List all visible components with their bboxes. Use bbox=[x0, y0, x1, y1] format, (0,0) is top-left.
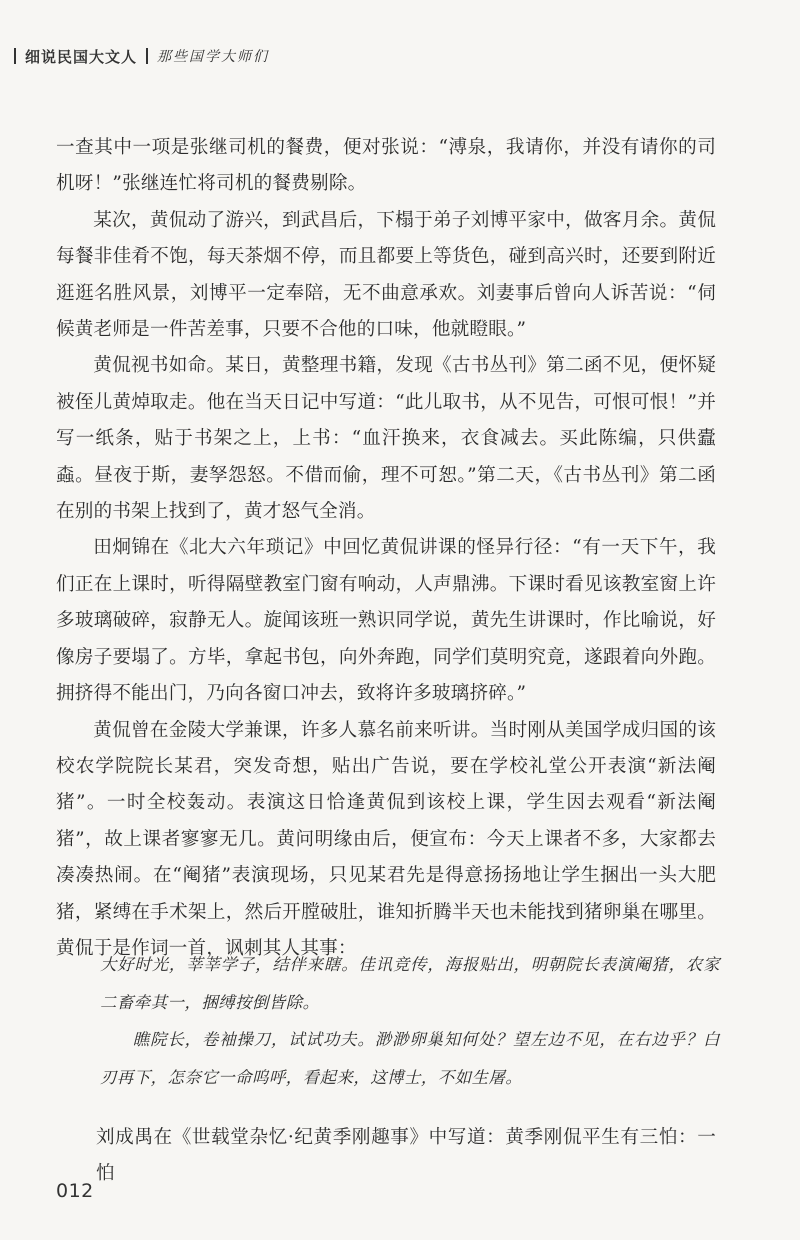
page-number: 012 bbox=[56, 1180, 94, 1202]
poem-block bbox=[100, 946, 720, 1096]
body-text bbox=[56, 130, 716, 967]
header-divider bbox=[146, 48, 148, 64]
header-divider bbox=[14, 48, 16, 64]
running-header bbox=[14, 44, 269, 68]
paragraph: 一查其中一项是张继司机的餐费，便对张说：“溥泉，我请你，并没有请你的司机呀！”张继连忙将司机的餐费剔除。 bbox=[56, 137, 716, 195]
paragraph: 黄侃曾在金陵大学兼课，许多人慕名前来听讲。当时刚从美国学成归国的该校农学院院长某君，突发奇想，贴出广告说，要在学校礼堂公开表演“新法阉猪”。一时全校轰动。表演这日恰逢黄侃到该校上课，学生因去观看“新法阉猪”，故上课者寥寥无几。黄问明缘由后，便宣布：今天上课者不多，大家都去凑凑热闹。在“阉猪”表演现场，只见某君先是得意扬扬地让学生捆出一头大肥猪，紧缚在手术架上，然后开膛破肚，谁知折腾半天也未能找到猪卵巢在哪里。黄侃于是作词一首，讽刺其人其事： bbox=[56, 719, 716, 959]
poem-stanza: 大好时光，莘莘学子，结伴来瞎。佳讯竞传，海报贴出，明朝院长表演阉猪，农家二畜牵其一，捆缚按倒皆除。 bbox=[100, 955, 720, 1012]
poem-stanza: 瞧院长，卷袖操刀，试试功夫。渺渺卵巢知何处？望左边不见，在右边乎？白刃再下，怎奈它一命呜呼，看起来，这博士，不如生屠。 bbox=[100, 1030, 720, 1087]
chapter-title: 那些国学大师们 bbox=[157, 49, 270, 65]
paragraph: 刘成禺在《世载堂杂忆·纪黄季刚趣事》中写道：黄季刚侃平生有三怕：一怕 bbox=[96, 1127, 716, 1184]
paragraph: 田炯锦在《北大六年琐记》中回忆黄侃讲课的怪异行径：“有一天下午，我们正在上课时，听得隔壁教室门窗有响动，人声鼎沸。下课时看见该教室窗上许多玻璃破碎，寂静无人。旋闻该班一熟识同学说，黄先生讲课时，作比喻说，好像房子要塌了。方毕，拿起书包，向外奔跑，同学们莫明究竟，遂跟着向外跑。拥挤得不能出门，乃向各窗口冲去，致将许多玻璃挤碎。” bbox=[56, 537, 716, 705]
paragraph: 某次，黄侃动了游兴，到武昌后，下榻于弟子刘博平家中，做客月余。黄侃每餐非佳肴不饱，每天茶烟不停，而且都要上等货色，碰到高兴时，还要到附近逛逛名胜风景，刘博平一定奉陪，无不曲意承欢。刘妻事后曾向人诉苦说：“伺候黄老师是一件苦差事，只要不合他的口味，他就瞪眼。” bbox=[56, 209, 716, 341]
book-title: 细说民国大文人 bbox=[25, 47, 138, 66]
paragraph: 黄侃视书如命。某日，黄整理书籍，发现《古书丛刊》第二函不见，便怀疑被侄儿黄焯取走。他在当天日记中写道：“此儿取书，从不见告，可恨可恨！”并写一纸条，贴于书架之上，上书：“血汗换来，衣食减去。买此陈编，只供蠹螙。昼夜于斯，妻孥怨怒。不借而偷，理不可恕。”第二天，《古书丛刊》第二函在别的书架上找到了，黄才怒气全消。 bbox=[56, 355, 716, 523]
